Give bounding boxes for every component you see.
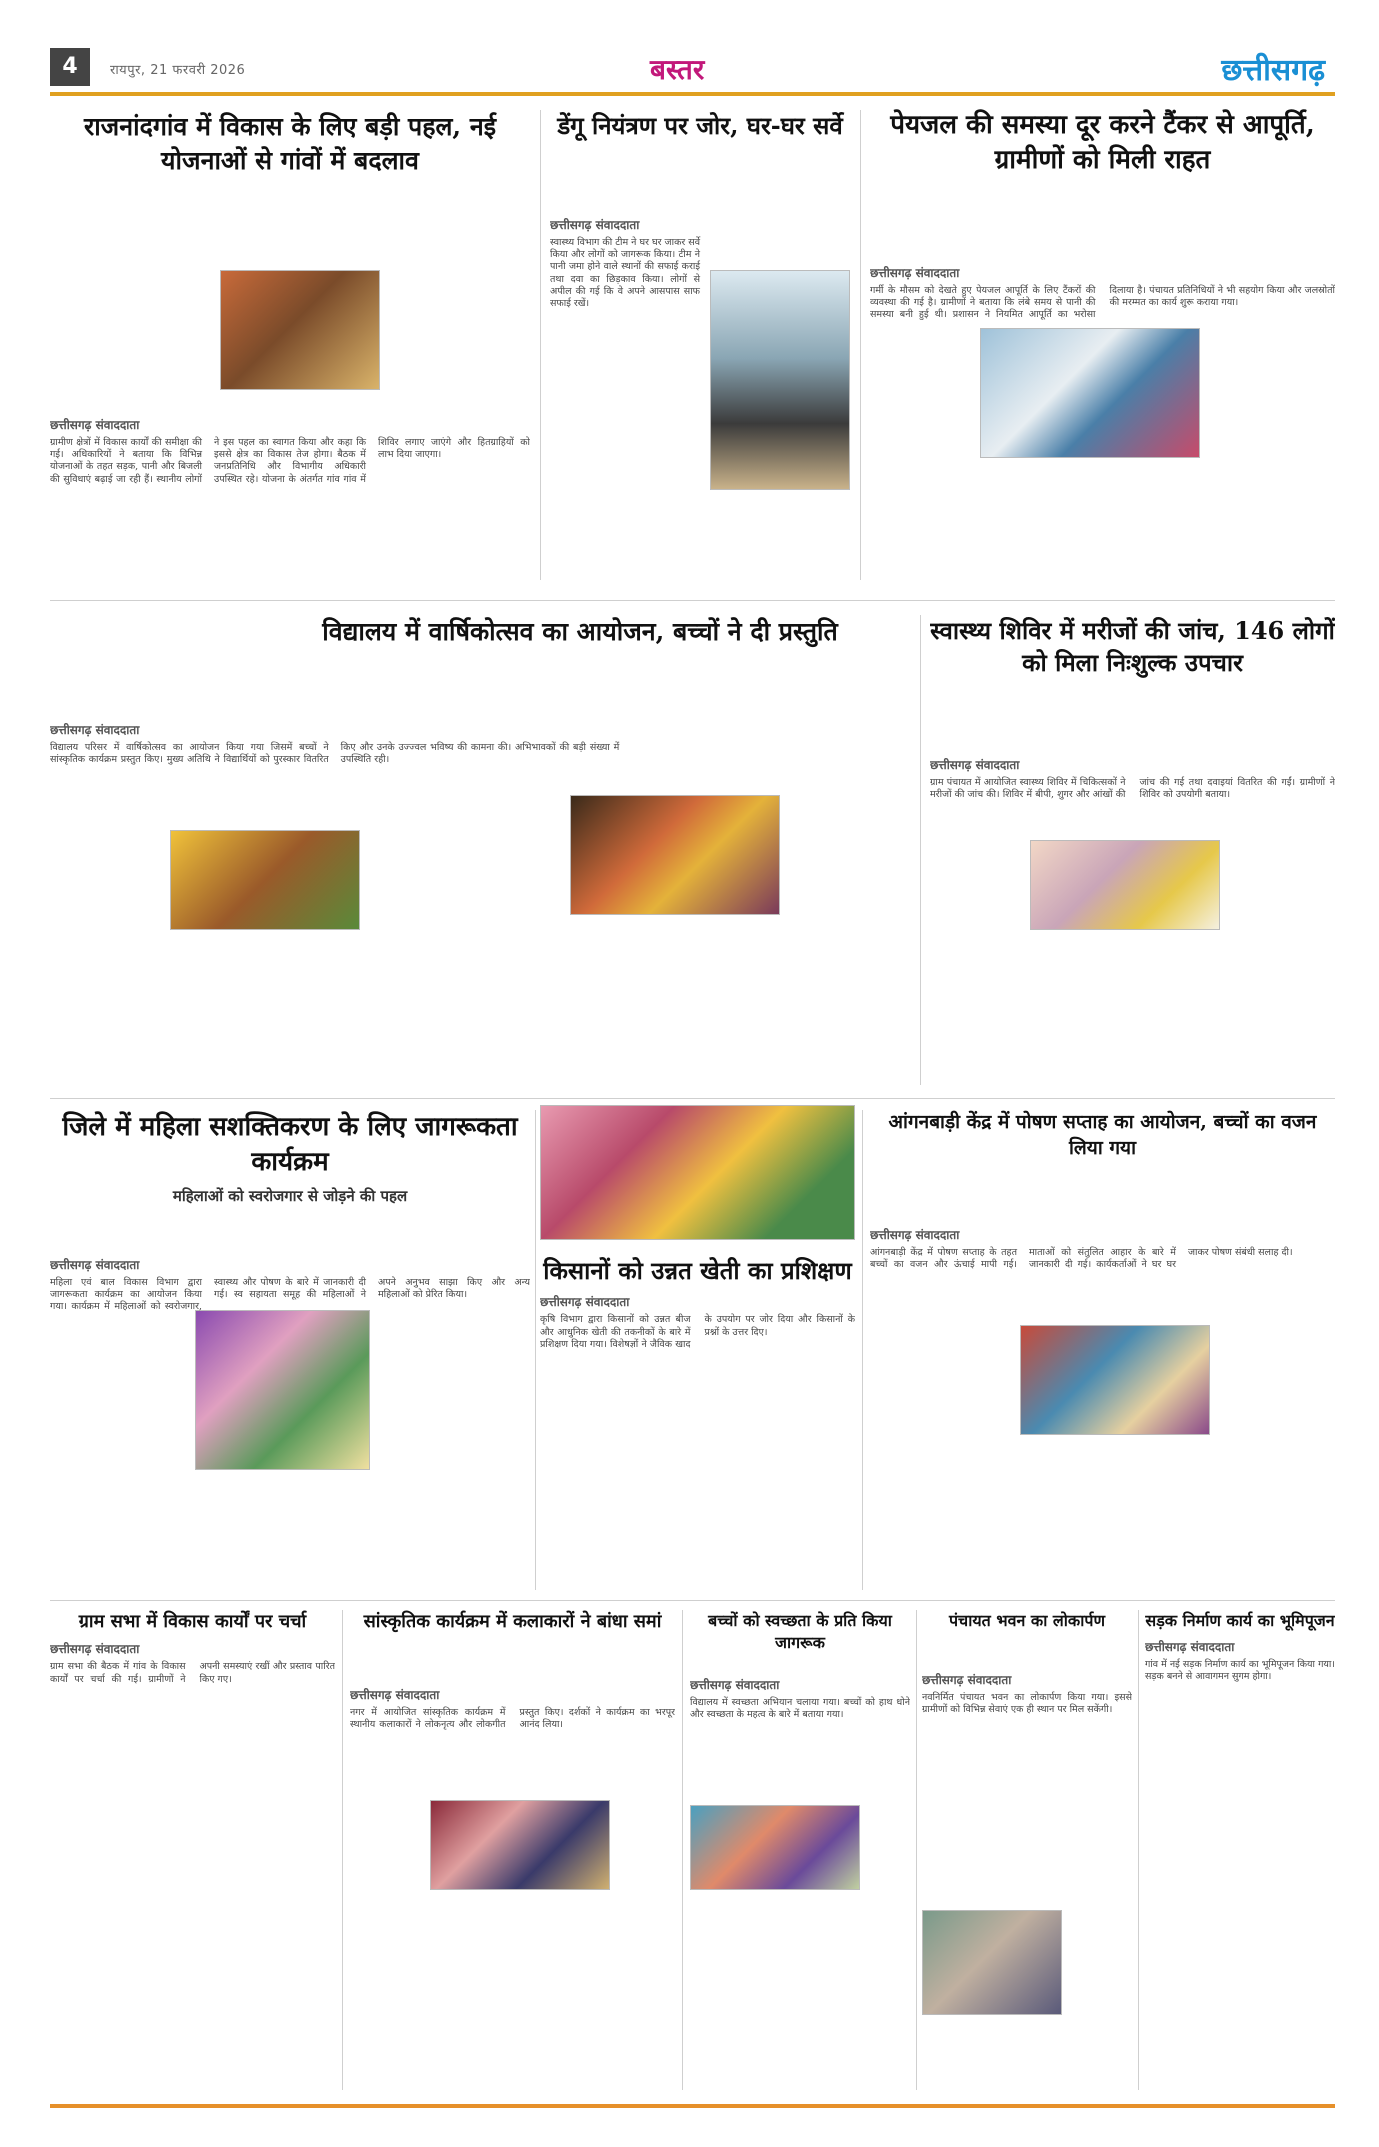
story-7 xyxy=(540,1105,855,1590)
story-13-body: गांव में नई सड़क निर्माण कार्य का भूमिपूजन किया गया। सड़क बनने से आवागमन सुगम होगा। xyxy=(1145,1658,1335,1682)
story-12-headline: पंचायत भवन का लोकार्पण xyxy=(948,1611,1106,1630)
story-4-body: विद्यालय परिसर में वार्षिकोत्सव का आयोजन किया गया जिसमें बच्चों ने सांस्कृतिक कार्यक्रम प्रस्तुत किए। मुख्य अतिथि ने विद्यार्थियों को पुरस्कार वितरित किए और उनके उज्ज्वल भविष्य की कामना की। अभिभावकों की बड़ी संख्या में उपस्थिति रही। xyxy=(50,742,620,766)
story-3-photo xyxy=(980,328,1200,458)
story-12 xyxy=(922,1610,1132,2090)
story-4-photo-1 xyxy=(570,795,780,915)
story-10-headline: सांस्कृतिक कार्यक्रम में कलाकारों ने बांधा समां xyxy=(363,1611,662,1632)
story-1-photo xyxy=(220,270,380,390)
story-7-photo xyxy=(540,1105,855,1240)
story-10-photo xyxy=(430,1800,610,1890)
column-separator xyxy=(540,110,541,580)
story-5-photo xyxy=(1030,840,1220,930)
story-11-body: विद्यालय में स्वच्छता अभियान चलाया गया। बच्चों को हाथ धोने और स्वच्छता के महत्व के बारे में बताया गया। xyxy=(690,1697,910,1721)
story-3-byline: छत्तीसगढ़ संवाददाता xyxy=(870,266,960,280)
story-2 xyxy=(550,110,850,580)
story-11-byline: छत्तीसगढ़ संवाददाता xyxy=(690,1678,780,1692)
story-9 xyxy=(50,1610,335,2090)
story-13-headline: सड़क निर्माण कार्य का भूमिपूजन xyxy=(1145,1611,1335,1630)
row-separator xyxy=(50,1600,1335,1601)
region-title: छत्तीसगढ़ xyxy=(1221,53,1325,88)
column-separator xyxy=(862,1110,863,1590)
story-4-photo-2 xyxy=(170,830,360,930)
section-title: बस्तर xyxy=(650,53,705,86)
story-7-headline: किसानों को उन्नत खेती का प्रशिक्षण xyxy=(543,1256,852,1285)
story-2-headline: डेंगू नियंत्रण पर जोर, घर-घर सर्वे xyxy=(557,111,843,140)
story-4-headline: विद्यालय में वार्षिकोत्सव का आयोजन, बच्चों ने दी प्रस्तुति xyxy=(322,617,838,646)
story-3 xyxy=(870,108,1335,578)
column-separator xyxy=(535,1110,536,1590)
story-1-headline: राजनांदगांव में विकास के लिए बड़ी पहल, नई योजनाओं से गांवों में बदलाव xyxy=(83,112,496,175)
story-7-body: कृषि विभाग द्वारा किसानों को उन्नत बीज और आधुनिक खेती की तकनीकों के बारे में प्रशिक्षण दिया गया। विशेषज्ञों ने जैविक खाद के उपयोग पर जोर दिया और किसानों के प्रश्नों के उत्तर दिए। xyxy=(540,1314,855,1350)
story-4-byline: छत्तीसगढ़ संवाददाता xyxy=(50,723,140,737)
page-number: 4 xyxy=(50,48,90,86)
story-13 xyxy=(1145,1610,1335,2090)
story-6-subhead: महिलाओं को स्वरोजगार से जोड़ने की पहल xyxy=(172,1187,408,1206)
story-6-headline: जिले में महिला सशक्तिकरण के लिए जागरूकता कार्यक्रम xyxy=(62,1112,518,1178)
column-separator xyxy=(1138,1610,1139,2090)
page-header xyxy=(50,44,1335,96)
top-rule xyxy=(50,92,1335,96)
date-line: रायपुर, 21 फरवरी 2026 xyxy=(110,63,246,78)
story-3-headline: पेयजल की समस्या दूर करने टैंकर से आपूर्ति, ग्रामीणों को मिली राहत xyxy=(890,110,1315,176)
story-6-byline: छत्तीसगढ़ संवाददाता xyxy=(50,1258,140,1272)
story-5-headline: स्वास्थ्य शिविर में मरीजों की जांच, 146 लोगों को मिला निःशुल्क उपचार xyxy=(930,616,1335,678)
story-6-photo xyxy=(195,1310,370,1470)
story-9-body: ग्राम सभा की बैठक में गांव के विकास कार्यों पर चर्चा की गई। ग्रामीणों ने अपनी समस्याएं रखीं और प्रस्ताव पारित किए गए। xyxy=(50,1661,335,1685)
story-8-photo xyxy=(1020,1325,1210,1435)
story-6-body: महिला एवं बाल विकास विभाग द्वारा जागरूकता कार्यक्रम का आयोजन किया गया। कार्यक्रम में महिलाओं को स्वरोजगार, स्वास्थ्य और पोषण के बारे में जानकारी दी गई। स्व सहायता समूह की महिलाओं ने अपने अनुभव साझा किए और अन्य महिलाओं को प्रेरित किया। xyxy=(50,1277,530,1313)
story-9-byline: छत्तीसगढ़ संवाददाता xyxy=(50,1642,140,1657)
story-6 xyxy=(50,1110,530,1590)
story-8-headline: आंगनबाड़ी केंद्र में पोषण सप्ताह का आयोजन, बच्चों का वजन लिया गया xyxy=(888,1111,1317,1159)
story-5-byline: छत्तीसगढ़ संवाददाता xyxy=(930,758,1020,772)
story-8-byline: छत्तीसगढ़ संवाददाता xyxy=(870,1228,960,1242)
column-separator xyxy=(682,1610,683,2090)
story-5-body: ग्राम पंचायत में आयोजित स्वास्थ्य शिविर में चिकित्सकों ने मरीजों की जांच की। शिविर में बीपी, शुगर और आंखों की जांच की गई तथा दवाइयां वितरित की गईं। ग्रामीणों ने शिविर को उपयोगी बताया। xyxy=(930,777,1335,801)
story-12-byline: छत्तीसगढ़ संवाददाता xyxy=(922,1673,1012,1687)
row-separator xyxy=(50,1098,1335,1099)
bottom-rule xyxy=(50,2104,1335,2108)
story-12-photo xyxy=(922,1910,1062,2015)
column-separator xyxy=(342,1610,343,2090)
story-2-body: स्वास्थ्य विभाग की टीम ने घर घर जाकर सर्वे किया और लोगों को जागरूक किया। टीम ने पानी जमा होने वाले स्थानों की सफाई कराई तथा दवा का छिड़काव किया। लोगों से अपील की गई कि वे अपने आसपास साफ सफाई रखें। xyxy=(550,237,700,310)
story-12-body: नवनिर्मित पंचायत भवन का लोकार्पण किया गया। इससे ग्रामीणों को विभिन्न सेवाएं एक ही स्थान पर मिल सकेंगी। xyxy=(922,1692,1132,1716)
story-11-photo xyxy=(690,1805,860,1890)
story-1-body: ग्रामीण क्षेत्रों में विकास कार्यों की समीक्षा की गई। अधिकारियों ने बताया कि विभिन्न योजनाओं के तहत सड़क, पानी और बिजली की सुविधाएं बढ़ाई जा रही हैं। स्थानीय लोगों ने इस पहल का स्वागत किया और कहा कि इससे क्षेत्र का विकास तेज होगा। बैठक में जनप्रतिनिधि और विभागीय अधिकारी उपस्थित रहे। योजना के अंतर्गत गांव गांव में शिविर लगाए जाएंगे और हितग्राहियों को लाभ दिया जाएगा। xyxy=(50,437,530,485)
story-4 xyxy=(50,615,910,1085)
story-1-byline: छत्तीसगढ़ संवाददाता xyxy=(50,418,140,432)
story-10-body: नगर में आयोजित सांस्कृतिक कार्यक्रम में स्थानीय कलाकारों ने लोकनृत्य और लोकगीत प्रस्तुत किए। दर्शकों ने कार्यक्रम का भरपूर आनंद लिया। xyxy=(350,1707,675,1731)
story-8-body: आंगनबाड़ी केंद्र में पोषण सप्ताह के तहत बच्चों का वजन और ऊंचाई मापी गई। माताओं को संतुलित आहार के बारे में जानकारी दी गई। कार्यकर्ताओं ने घर घर जाकर पोषण संबंधी सलाह दी। xyxy=(870,1247,1293,1271)
story-8 xyxy=(870,1110,1335,1590)
column-separator xyxy=(920,615,921,1085)
story-5 xyxy=(930,615,1335,1085)
column-separator xyxy=(860,110,861,580)
story-7-byline: छत्तीसगढ़ संवाददाता xyxy=(540,1295,630,1310)
story-2-photo xyxy=(710,270,850,490)
story-13-byline: छत्तीसगढ़ संवाददाता xyxy=(1145,1639,1235,1654)
story-10-byline: छत्तीसगढ़ संवाददाता xyxy=(350,1688,440,1702)
story-10 xyxy=(350,1610,675,2090)
story-11-headline: बच्चों को स्वच्छता के प्रति किया जागरूक xyxy=(708,1611,892,1652)
story-2-byline: छत्तीसगढ़ संवाददाता xyxy=(550,218,640,232)
story-11 xyxy=(690,1610,910,2090)
story-9-headline: ग्राम सभा में विकास कार्यों पर चर्चा xyxy=(78,1611,307,1632)
row-separator xyxy=(50,600,1335,601)
story-1 xyxy=(50,110,530,580)
story-3-body: गर्मी के मौसम को देखते हुए पेयजल आपूर्ति के लिए टैंकरों की व्यवस्था की गई है। ग्रामीणों ने बताया कि लंबे समय से पानी की समस्या बनी हुई थी। प्रशासन ने नियमित आपूर्ति का भरोसा दिलाया है। पंचायत प्रतिनिधियों ने भी सहयोग किया और जलस्रोतों की मरम्मत का कार्य शुरू कराया गया। xyxy=(870,285,1335,321)
column-separator xyxy=(916,1610,917,2090)
